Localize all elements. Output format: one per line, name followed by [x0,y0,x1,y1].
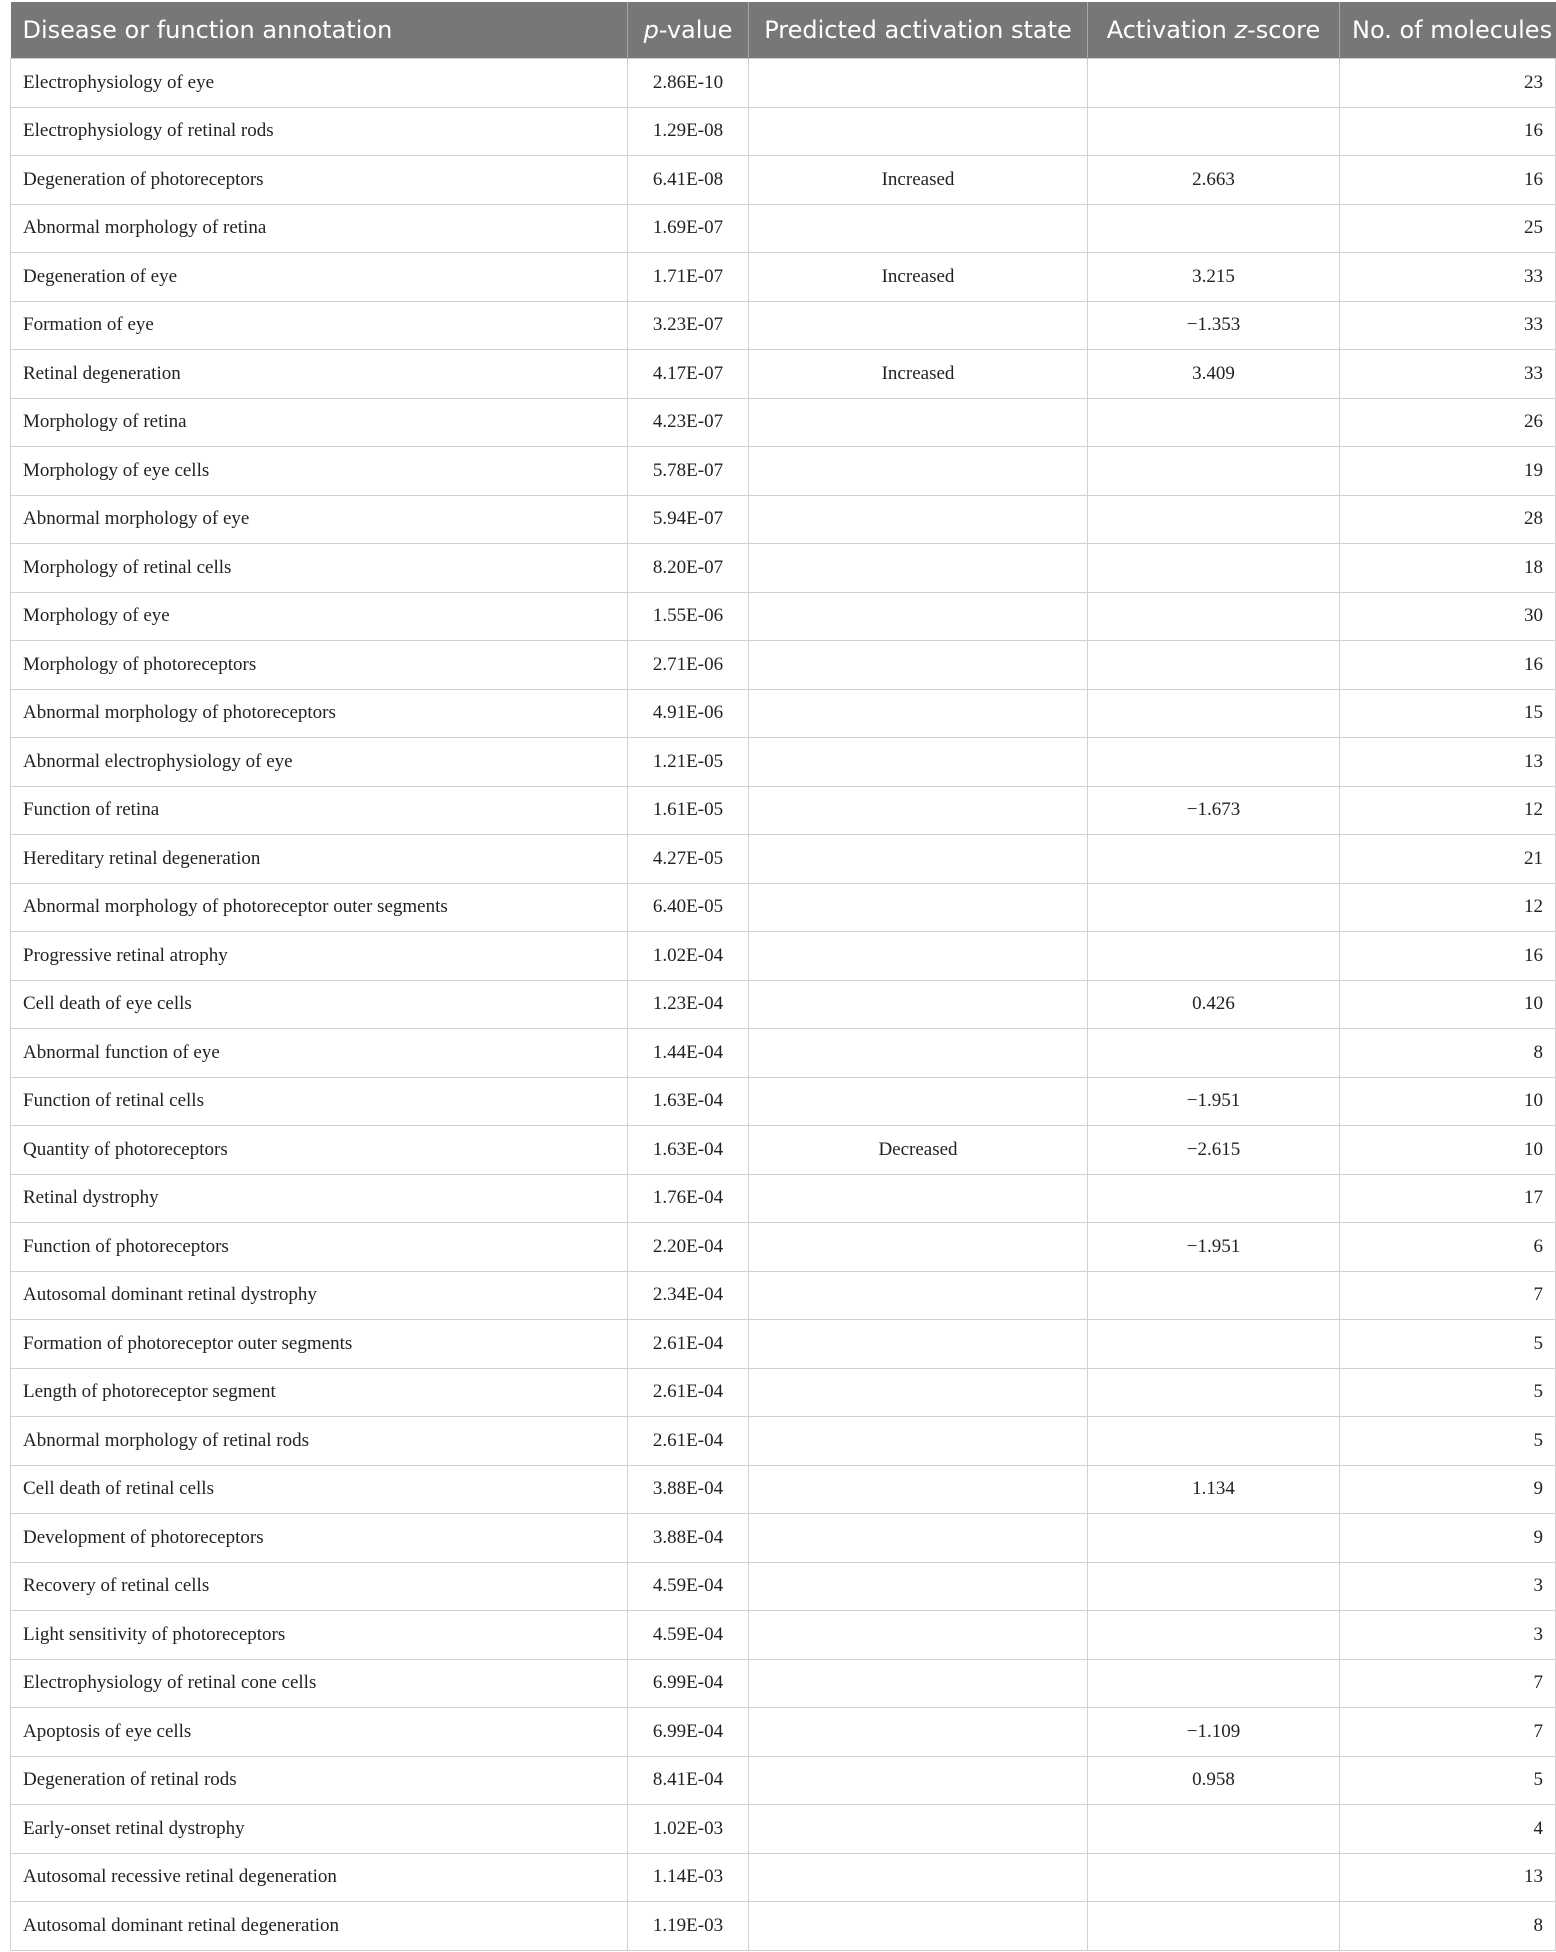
cell-zscore [1088,1659,1340,1708]
cell-pvalue: 5.94E-07 [628,495,749,544]
cell-zscore: −1.951 [1088,1223,1340,1272]
cell-zscore: −1.109 [1088,1708,1340,1757]
header-pvalue-rest: -value [658,16,733,44]
table-row [11,398,1556,447]
cell-activation-state: Decreased [749,1126,1088,1175]
cell-annotation: Morphology of retina [11,398,628,447]
cell-annotation: Cell death of eye cells [11,980,628,1029]
cell-activation-state: Increased [749,350,1088,399]
cell-annotation: Function of retina [11,786,628,835]
header-zscore-prefix: Activation [1106,16,1235,44]
cell-molecules: 15 [1340,689,1556,738]
cell-pvalue: 2.71E-06 [628,641,749,690]
cell-activation-state [749,1805,1088,1854]
cell-pvalue: 2.61E-04 [628,1417,749,1466]
table-row [11,980,1556,1029]
cell-molecules: 10 [1340,980,1556,1029]
cell-molecules: 13 [1340,1853,1556,1902]
cell-activation-state [749,1465,1088,1514]
table-row [11,1708,1556,1757]
results-table-container [10,2,1553,1951]
cell-molecules: 33 [1340,253,1556,302]
cell-zscore [1088,689,1340,738]
cell-molecules: 8 [1340,1029,1556,1078]
cell-molecules: 9 [1340,1465,1556,1514]
table-row [11,301,1556,350]
cell-zscore [1088,59,1340,108]
cell-pvalue: 6.40E-05 [628,883,749,932]
cell-pvalue: 4.17E-07 [628,350,749,399]
cell-zscore [1088,1271,1340,1320]
cell-molecules: 25 [1340,204,1556,253]
cell-molecules: 19 [1340,447,1556,496]
cell-molecules: 30 [1340,592,1556,641]
cell-zscore [1088,204,1340,253]
cell-activation-state [749,1853,1088,1902]
cell-zscore [1088,447,1340,496]
cell-molecules: 7 [1340,1659,1556,1708]
cell-activation-state [749,107,1088,156]
table-row [11,1368,1556,1417]
cell-zscore: 1.134 [1088,1465,1340,1514]
cell-zscore: −1.673 [1088,786,1340,835]
cell-annotation: Retinal dystrophy [11,1174,628,1223]
cell-pvalue: 2.34E-04 [628,1271,749,1320]
cell-pvalue: 1.63E-04 [628,1077,749,1126]
cell-molecules: 5 [1340,1320,1556,1369]
cell-annotation: Retinal degeneration [11,350,628,399]
table-row [11,1465,1556,1514]
cell-pvalue: 1.19E-03 [628,1902,749,1951]
cell-activation-state [749,59,1088,108]
cell-activation-state [749,1756,1088,1805]
cell-molecules: 17 [1340,1174,1556,1223]
cell-activation-state [749,398,1088,447]
cell-pvalue: 4.59E-04 [628,1611,749,1660]
cell-annotation: Abnormal morphology of retinal rods [11,1417,628,1466]
cell-activation-state [749,738,1088,787]
cell-molecules: 6 [1340,1223,1556,1272]
cell-pvalue: 4.27E-05 [628,835,749,884]
cell-pvalue: 1.61E-05 [628,786,749,835]
header-molecules: No. of molecules [1340,2,1556,59]
cell-activation-state [749,883,1088,932]
cell-zscore: −1.951 [1088,1077,1340,1126]
cell-molecules: 18 [1340,544,1556,593]
cell-annotation: Morphology of photoreceptors [11,641,628,690]
cell-activation-state [749,1271,1088,1320]
table-row [11,1029,1556,1078]
cell-pvalue: 1.21E-05 [628,738,749,787]
table-row [11,1659,1556,1708]
table-body [11,59,1556,1951]
cell-zscore [1088,544,1340,593]
cell-zscore: −1.353 [1088,301,1340,350]
cell-annotation: Morphology of eye [11,592,628,641]
cell-pvalue: 1.02E-03 [628,1805,749,1854]
cell-annotation: Progressive retinal atrophy [11,932,628,981]
cell-molecules: 5 [1340,1417,1556,1466]
cell-annotation: Early-onset retinal dystrophy [11,1805,628,1854]
table-row [11,1077,1556,1126]
cell-molecules: 3 [1340,1611,1556,1660]
cell-annotation: Morphology of retinal cells [11,544,628,593]
cell-zscore [1088,738,1340,787]
cell-molecules: 13 [1340,738,1556,787]
cell-annotation: Development of photoreceptors [11,1514,628,1563]
cell-activation-state [749,1223,1088,1272]
cell-molecules: 16 [1340,156,1556,205]
cell-annotation: Abnormal morphology of photoreceptors [11,689,628,738]
cell-zscore [1088,1902,1340,1951]
cell-activation-state [749,1659,1088,1708]
cell-activation-state: Increased [749,156,1088,205]
cell-activation-state [749,1611,1088,1660]
cell-zscore [1088,107,1340,156]
table-row [11,495,1556,544]
cell-annotation: Light sensitivity of photoreceptors [11,1611,628,1660]
table-row [11,641,1556,690]
cell-pvalue: 2.86E-10 [628,59,749,108]
cell-pvalue: 3.88E-04 [628,1465,749,1514]
cell-zscore [1088,1853,1340,1902]
cell-activation-state [749,835,1088,884]
header-annotation: Disease or function annotation [11,2,628,59]
cell-zscore [1088,1611,1340,1660]
cell-molecules: 23 [1340,59,1556,108]
cell-pvalue: 3.23E-07 [628,301,749,350]
cell-annotation: Morphology of eye cells [11,447,628,496]
cell-zscore [1088,495,1340,544]
cell-annotation: Abnormal morphology of eye [11,495,628,544]
cell-zscore [1088,1368,1340,1417]
cell-activation-state [749,495,1088,544]
table-row [11,1756,1556,1805]
cell-zscore [1088,398,1340,447]
cell-zscore: −2.615 [1088,1126,1340,1175]
cell-pvalue: 4.91E-06 [628,689,749,738]
cell-activation-state [749,1368,1088,1417]
table-row [11,1514,1556,1563]
table-row [11,738,1556,787]
results-table [10,2,1556,1951]
cell-annotation: Abnormal morphology of photoreceptor outer segments [11,883,628,932]
cell-annotation: Function of retinal cells [11,1077,628,1126]
cell-activation-state [749,544,1088,593]
cell-zscore [1088,1174,1340,1223]
cell-activation-state [749,447,1088,496]
cell-zscore: 0.958 [1088,1756,1340,1805]
cell-annotation: Function of photoreceptors [11,1223,628,1272]
cell-molecules: 33 [1340,301,1556,350]
cell-pvalue: 1.71E-07 [628,253,749,302]
cell-annotation: Hereditary retinal degeneration [11,835,628,884]
cell-molecules: 10 [1340,1077,1556,1126]
cell-annotation: Degeneration of photoreceptors [11,156,628,205]
cell-pvalue: 1.44E-04 [628,1029,749,1078]
cell-pvalue: 6.99E-04 [628,1659,749,1708]
cell-activation-state [749,592,1088,641]
cell-zscore [1088,1320,1340,1369]
cell-molecules: 26 [1340,398,1556,447]
header-activation-state: Predicted activation state [749,2,1088,59]
cell-annotation: Autosomal recessive retinal degeneration [11,1853,628,1902]
table-row [11,1417,1556,1466]
cell-pvalue: 4.23E-07 [628,398,749,447]
cell-activation-state [749,786,1088,835]
table-row [11,350,1556,399]
table-row [11,59,1556,108]
cell-molecules: 5 [1340,1756,1556,1805]
cell-annotation: Recovery of retinal cells [11,1562,628,1611]
cell-zscore [1088,1805,1340,1854]
cell-annotation: Cell death of retinal cells [11,1465,628,1514]
cell-activation-state [749,1514,1088,1563]
cell-annotation: Abnormal function of eye [11,1029,628,1078]
table-row [11,1320,1556,1369]
table-row [11,592,1556,641]
cell-annotation: Autosomal dominant retinal dystrophy [11,1271,628,1320]
cell-molecules: 21 [1340,835,1556,884]
table-row [11,1126,1556,1175]
cell-activation-state [749,1029,1088,1078]
cell-zscore [1088,1417,1340,1466]
cell-activation-state [749,204,1088,253]
cell-zscore [1088,641,1340,690]
cell-molecules: 33 [1340,350,1556,399]
cell-pvalue: 6.99E-04 [628,1708,749,1757]
cell-zscore [1088,1562,1340,1611]
cell-molecules: 16 [1340,932,1556,981]
cell-activation-state [749,1417,1088,1466]
table-row [11,253,1556,302]
cell-activation-state [749,980,1088,1029]
cell-annotation: Degeneration of eye [11,253,628,302]
cell-activation-state [749,1174,1088,1223]
cell-pvalue: 5.78E-07 [628,447,749,496]
cell-pvalue: 1.23E-04 [628,980,749,1029]
cell-annotation: Electrophysiology of retinal rods [11,107,628,156]
header-zscore [1088,2,1340,59]
cell-molecules: 5 [1340,1368,1556,1417]
cell-zscore: 0.426 [1088,980,1340,1029]
cell-pvalue: 1.14E-03 [628,1853,749,1902]
cell-zscore: 2.663 [1088,156,1340,205]
cell-zscore [1088,883,1340,932]
cell-pvalue: 8.20E-07 [628,544,749,593]
cell-activation-state [749,1077,1088,1126]
cell-zscore [1088,835,1340,884]
cell-molecules: 3 [1340,1562,1556,1611]
cell-annotation: Apoptosis of eye cells [11,1708,628,1757]
table-row [11,932,1556,981]
header-pvalue [628,2,749,59]
cell-molecules: 10 [1340,1126,1556,1175]
cell-pvalue: 3.88E-04 [628,1514,749,1563]
table-row [11,1611,1556,1660]
cell-annotation: Autosomal dominant retinal degeneration [11,1902,628,1951]
table-row [11,835,1556,884]
cell-pvalue: 1.29E-08 [628,107,749,156]
cell-pvalue: 8.41E-04 [628,1756,749,1805]
table-row [11,1902,1556,1951]
cell-annotation: Formation of photoreceptor outer segments [11,1320,628,1369]
cell-pvalue: 2.61E-04 [628,1320,749,1369]
cell-activation-state [749,1708,1088,1757]
table-row [11,1174,1556,1223]
cell-pvalue: 2.20E-04 [628,1223,749,1272]
cell-pvalue: 4.59E-04 [628,1562,749,1611]
header-row [11,2,1556,59]
cell-zscore [1088,592,1340,641]
cell-pvalue: 1.55E-06 [628,592,749,641]
table-row [11,156,1556,205]
cell-zscore: 3.215 [1088,253,1340,302]
cell-pvalue: 1.02E-04 [628,932,749,981]
table-row [11,1805,1556,1854]
cell-activation-state [749,689,1088,738]
cell-annotation: Abnormal electrophysiology of eye [11,738,628,787]
cell-molecules: 28 [1340,495,1556,544]
header-pvalue-italic: p [643,16,659,44]
cell-annotation: Formation of eye [11,301,628,350]
cell-molecules: 7 [1340,1708,1556,1757]
table-row [11,1853,1556,1902]
table-row [11,1223,1556,1272]
cell-pvalue: 6.41E-08 [628,156,749,205]
cell-zscore [1088,932,1340,981]
cell-zscore: 3.409 [1088,350,1340,399]
cell-zscore [1088,1514,1340,1563]
cell-annotation: Electrophysiology of eye [11,59,628,108]
table-row [11,786,1556,835]
cell-activation-state [749,301,1088,350]
table-row [11,544,1556,593]
table-row [11,1562,1556,1611]
cell-activation-state [749,641,1088,690]
cell-annotation: Electrophysiology of retinal cone cells [11,1659,628,1708]
cell-pvalue: 1.76E-04 [628,1174,749,1223]
table-row [11,107,1556,156]
table-row [11,689,1556,738]
cell-molecules: 12 [1340,786,1556,835]
table-row [11,204,1556,253]
cell-annotation: Abnormal morphology of retina [11,204,628,253]
cell-molecules: 7 [1340,1271,1556,1320]
cell-activation-state [749,1562,1088,1611]
cell-molecules: 16 [1340,641,1556,690]
cell-activation-state [749,1320,1088,1369]
header-zscore-italic: z [1234,16,1248,44]
cell-annotation: Length of photoreceptor segment [11,1368,628,1417]
cell-zscore [1088,1029,1340,1078]
cell-molecules: 16 [1340,107,1556,156]
cell-pvalue: 1.63E-04 [628,1126,749,1175]
cell-pvalue: 2.61E-04 [628,1368,749,1417]
cell-molecules: 12 [1340,883,1556,932]
header-zscore-suffix: -score [1247,16,1321,44]
cell-annotation: Quantity of photoreceptors [11,1126,628,1175]
cell-activation-state [749,932,1088,981]
cell-molecules: 4 [1340,1805,1556,1854]
cell-molecules: 9 [1340,1514,1556,1563]
table-row [11,883,1556,932]
cell-annotation: Degeneration of retinal rods [11,1756,628,1805]
cell-pvalue: 1.69E-07 [628,204,749,253]
table-row [11,1271,1556,1320]
cell-molecules: 8 [1340,1902,1556,1951]
cell-activation-state: Increased [749,253,1088,302]
cell-activation-state [749,1902,1088,1951]
table-row [11,447,1556,496]
